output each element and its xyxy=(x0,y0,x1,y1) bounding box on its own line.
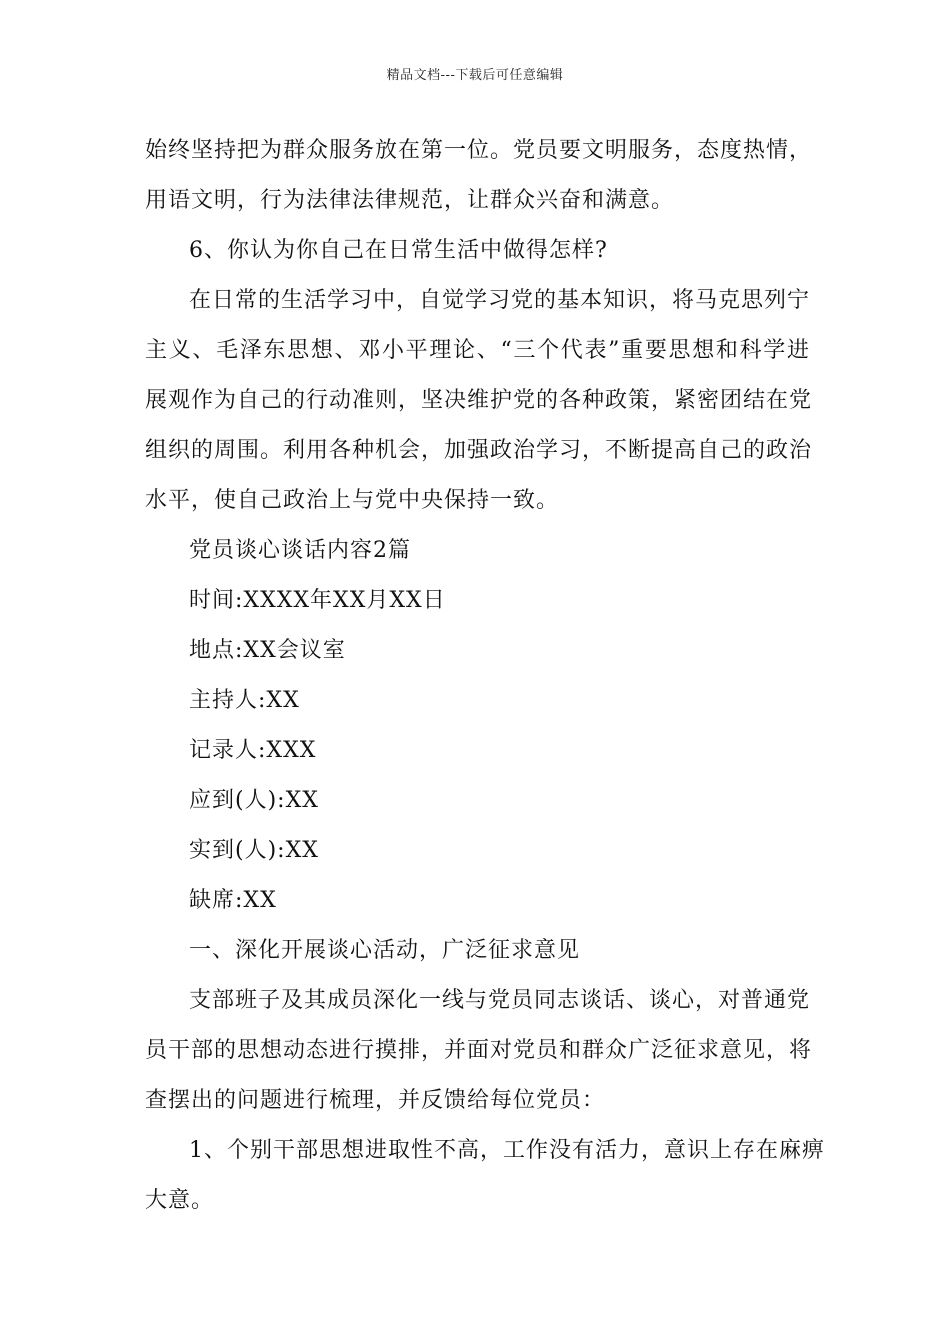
text-line: 大意。 xyxy=(145,1188,215,1213)
text-line: 组织的周围。利用各种机会，加强政治学习，不断提高自己的政治 xyxy=(145,438,813,463)
meeting-location: 地点:XX会议室 xyxy=(189,638,346,663)
meeting-absent: 缺席:XX xyxy=(189,888,277,913)
text-line: 始终坚持把为群众服务放在第一位。党员要文明服务，态度热情， xyxy=(145,138,813,163)
text-line: 1、个别干部思想进取性不高，工作没有活力，意识上存在麻痹 xyxy=(189,1138,825,1163)
text-line: 员干部的思想动态进行摸排，并面对党员和群众广泛征求意见，将 xyxy=(145,1038,813,1063)
meeting-expected: 应到(人):XX xyxy=(189,788,319,813)
text-line: 支部班子及其成员深化一线与党员同志谈话、谈心，对普通党 xyxy=(189,988,811,1013)
text-line: 在日常的生活学习中，自觉学习党的基本知识，将马克思列宁 xyxy=(189,288,811,313)
text-line: 用语文明，行为法律法律规范，让群众兴奋和满意。 xyxy=(145,188,675,213)
text-line: 6、你认为你自己在日常生活中做得怎样? xyxy=(189,238,608,263)
meeting-recorder: 记录人:XXX xyxy=(189,738,317,763)
meeting-present: 实到(人):XX xyxy=(189,838,319,863)
text-line: 查摆出的问题进行梳理，并反馈给每位党员： xyxy=(145,1088,606,1113)
subsection-heading: 一、深化开展谈心活动，广泛征求意见 xyxy=(189,938,581,963)
page-header: 精品文档---下载后可任意编辑 xyxy=(386,68,564,83)
section-title: 党员谈心谈话内容2篇 xyxy=(189,538,411,563)
text-line: 水平，使自己政治上与党中央保持一致。 xyxy=(145,488,560,513)
text-line: 展观作为自己的行动准则，坚决维护党的各种政策，紧密团结在党 xyxy=(145,388,813,413)
meeting-host: 主持人:XX xyxy=(189,688,300,713)
meeting-time: 时间:XXXX年XX月XX日 xyxy=(189,588,446,613)
text-line: 主义、毛泽东思想、邓小平理论、“三个代表”重要思想和科学进 xyxy=(145,338,810,363)
document-body xyxy=(145,126,825,1226)
